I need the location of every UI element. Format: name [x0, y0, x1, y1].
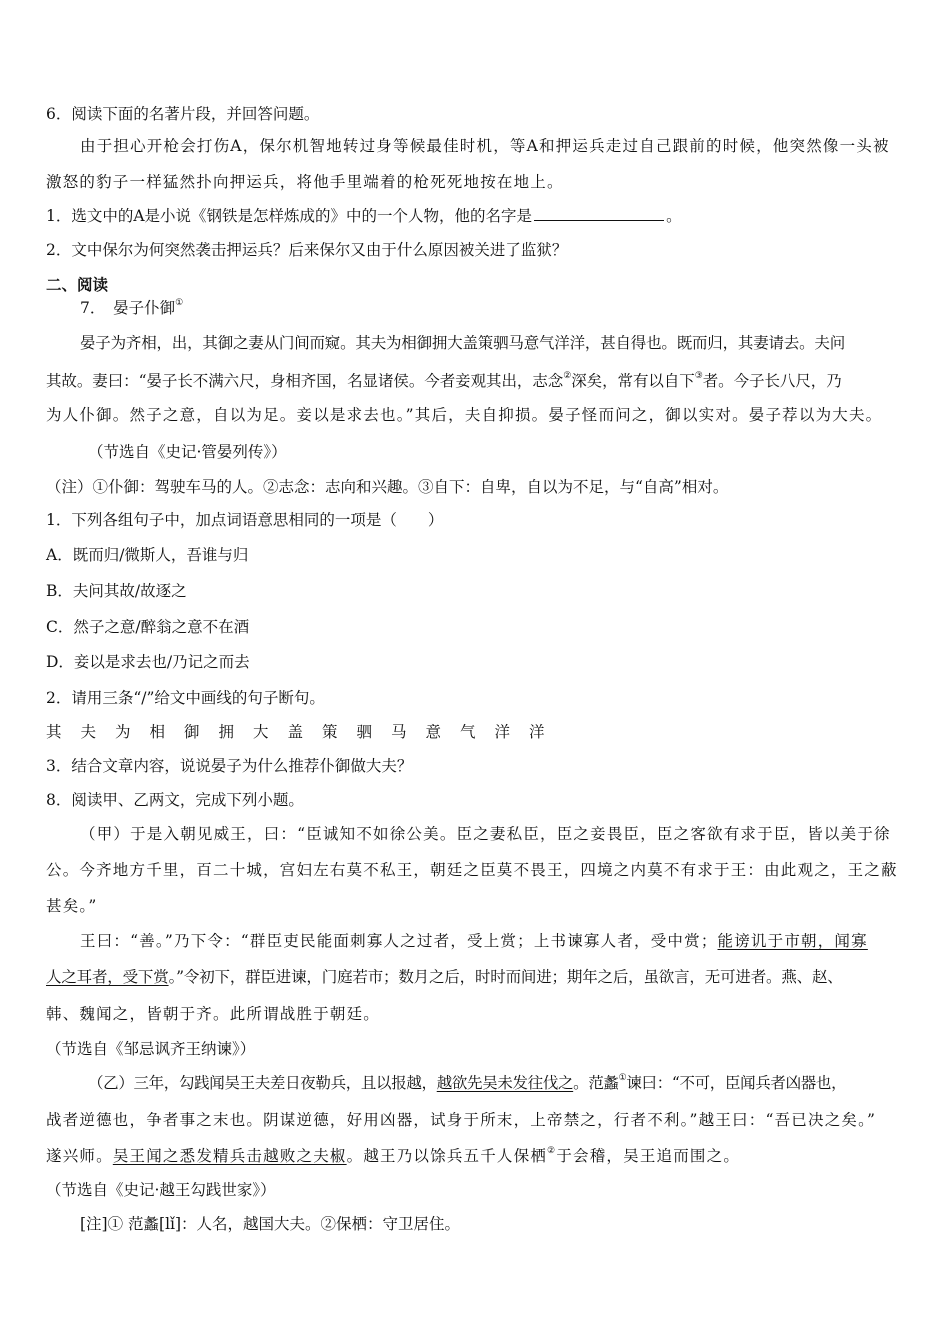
underlined-sentence: 人之耳者，受下赏: [46, 968, 169, 986]
q8-yi-text: 。范蠡: [573, 1074, 619, 1092]
footnote-marker: ②: [563, 371, 572, 381]
q7-option-a[interactable]: A．既而归/微斯人，吾谁与归: [46, 546, 249, 564]
q8-jia-line-3: 甚矣。”: [46, 897, 98, 915]
q7-option-b[interactable]: B．夫问其故/故逐之: [46, 582, 187, 600]
underlined-sentence: 越欲先吴未发往伐之: [436, 1074, 574, 1092]
char: 拥: [218, 723, 235, 741]
q8-jia2-line-3: 韩、魏闻之，皆朝于齐。此所谓战胜于朝廷。: [46, 1005, 381, 1023]
q6-passage-line-1: 由于担心开枪会打伤A，保尔机智地转过身等候最佳时机，等A和押运兵走过自己跟前的时候，他突然像一头被: [80, 137, 890, 155]
q8-yi-line-1: [88, 1073, 846, 1093]
char: 马: [391, 723, 407, 741]
char: 策: [322, 723, 338, 741]
q8-yi-text: （乙）三年，勾践闻吴王夫差日夜勒兵，且以报越，: [88, 1074, 437, 1092]
footnote-marker: ③: [694, 371, 703, 381]
q7-passage-line-3: 为人仆御。然子之意，自以为足。妾以是求去也。”其后，夫自抑损。晏子怪而问之，御以实对。晏子荐以为大夫。: [46, 406, 883, 424]
q6-sub1-text: 1．选文中的A是小说《钢铁是怎样炼成的》中的一个人物，他的名字是: [46, 207, 533, 225]
q6-passage-line-2: 激怒的豹子一样猛然扑向押运兵，将他手里端着的枪死死地按在地上。: [46, 173, 564, 191]
char: 盖: [287, 723, 304, 741]
q7-p1-l2c: 者。今子长八尺，乃: [702, 372, 842, 390]
char: 气: [460, 723, 476, 741]
section-heading: 二、阅读: [46, 275, 109, 294]
char: 洋: [529, 723, 545, 741]
q8-yi-text: 遂兴师。: [46, 1147, 113, 1165]
q8-jia2-line-2: [46, 967, 843, 987]
q7-notes: （注）①仆御：驾驶车马的人。②志念：志向和兴趣。③自下：自卑，自以为不足，与“自高”相对。: [46, 478, 729, 496]
footnote-marker: ①: [175, 298, 184, 308]
q6-sub-question-1: [46, 206, 682, 226]
q8-yi-line-2: 战者逆德也，争者事之末也。阴谋逆德，好用凶器，试身于所末，上帝禁之，行者不利。”越王曰：“吾已决之矣。”: [46, 1111, 877, 1129]
q6-sub1-end: 。: [666, 207, 682, 225]
q8-jia2-text: 。”令初下，群臣进谏，门庭若市；数月之后，时时而间进；期年之后，虽欲言，无可进者。燕、赵、: [168, 968, 843, 986]
q8-jia2-text: 王曰：“善。”乃下令：“群臣吏民能面刺寡人之过者，受上赏；上书谏寡人者，受中赏；: [80, 932, 718, 950]
footnote-marker: ①: [618, 1073, 627, 1083]
q7-option-c[interactable]: C．然子之意/醉翁之意不在酒: [46, 618, 250, 636]
q7-sub-question-2: 2．请用三条“/”给文中画线的句子断句。: [46, 689, 325, 707]
char: 意: [425, 723, 442, 741]
q8-title: 8．阅读甲、乙两文，完成下列小题。: [46, 791, 304, 809]
char: 夫: [80, 723, 97, 741]
q8-yi-source: （节选自《史记·越王勾践世家》）: [46, 1181, 276, 1199]
q8-jia-line-1: （甲）于是入朝见威王，曰：“臣诚知不如徐公美。臣之妻私臣，臣之妾畏臣，臣之客欲有求于臣，皆以美于徐: [80, 825, 891, 843]
char: 其: [46, 723, 62, 741]
char: 御: [184, 723, 200, 741]
char: 相: [149, 723, 166, 741]
answer-blank[interactable]: [534, 206, 664, 221]
q8-jia-line-2: 公。今齐地方千里，百二十城，宫妇左右莫不私王，朝廷之臣莫不畏王，四境之内莫不有求于王：由此观之，王之蔽: [46, 861, 898, 879]
q8-jia-source: （节选自《邹忌讽齐王纳谏》）: [46, 1040, 256, 1058]
q7-passage-line-1: 晏子为齐相，出，其御之妻从门间而窥。其夫为相御拥大盖策驷马意气洋洋，甚自得也。既而归，其妻请去。夫问: [80, 334, 846, 352]
char: 为: [115, 723, 131, 741]
q7-source: （节选自《史记·管晏列传》）: [88, 443, 287, 461]
q8-yi-notes: [注]① 范蠡[lǐ]：人名，越国大夫。②保栖：守卫居住。: [80, 1215, 461, 1233]
q7-sub-question-1: 1．下列各组句子中，加点词语意思相同的一项是（ ）: [46, 511, 444, 529]
char: 大: [253, 723, 269, 741]
q6-sub-question-2: 2．文中保尔为何突然袭击押运兵？后来保尔又由于什么原因被关进了监狱？: [46, 241, 568, 259]
q7-option-d[interactable]: D．妾以是求去也/乃记之而去: [46, 653, 250, 671]
q6-title: 6．阅读下面的名著片段，并回答问题。: [46, 105, 320, 123]
q8-jia2-line-1: [80, 931, 868, 951]
q8-yi-line-3: [46, 1146, 740, 1166]
q7-title-text: 7． 晏子仆御: [80, 299, 176, 317]
q7-sub-question-3: 3．结合文章内容，说说晏子为什么推荐仆御做大夫？: [46, 757, 413, 775]
underlined-sentence: 吴王闻之悉发精兵击越败之夫椒: [112, 1147, 347, 1165]
q8-yi-text: 于会稽，吴王追而围之。: [556, 1147, 741, 1165]
sentence-to-punctuate: [46, 722, 564, 742]
q7-passage-line-2: [46, 371, 842, 391]
q7-p1-l2b: 深矣，常有以自下: [571, 372, 695, 390]
q7-p1-l2a: 其故。妻曰：“晏子长不满六尺，身相齐国，名显诸侯。今者妾观其出，志念: [46, 372, 564, 390]
char: 洋: [494, 723, 511, 741]
q8-yi-text: 。越王乃以馀兵五千人保栖: [346, 1147, 548, 1165]
underlined-sentence: 能谤讥于市朝，闻寡: [717, 932, 868, 950]
q8-yi-text: 谏曰：“不可，臣闻兵者凶器也，: [626, 1074, 847, 1092]
footnote-marker: ②: [547, 1146, 557, 1156]
q7-title: [80, 298, 183, 318]
char: 驷: [356, 723, 373, 741]
